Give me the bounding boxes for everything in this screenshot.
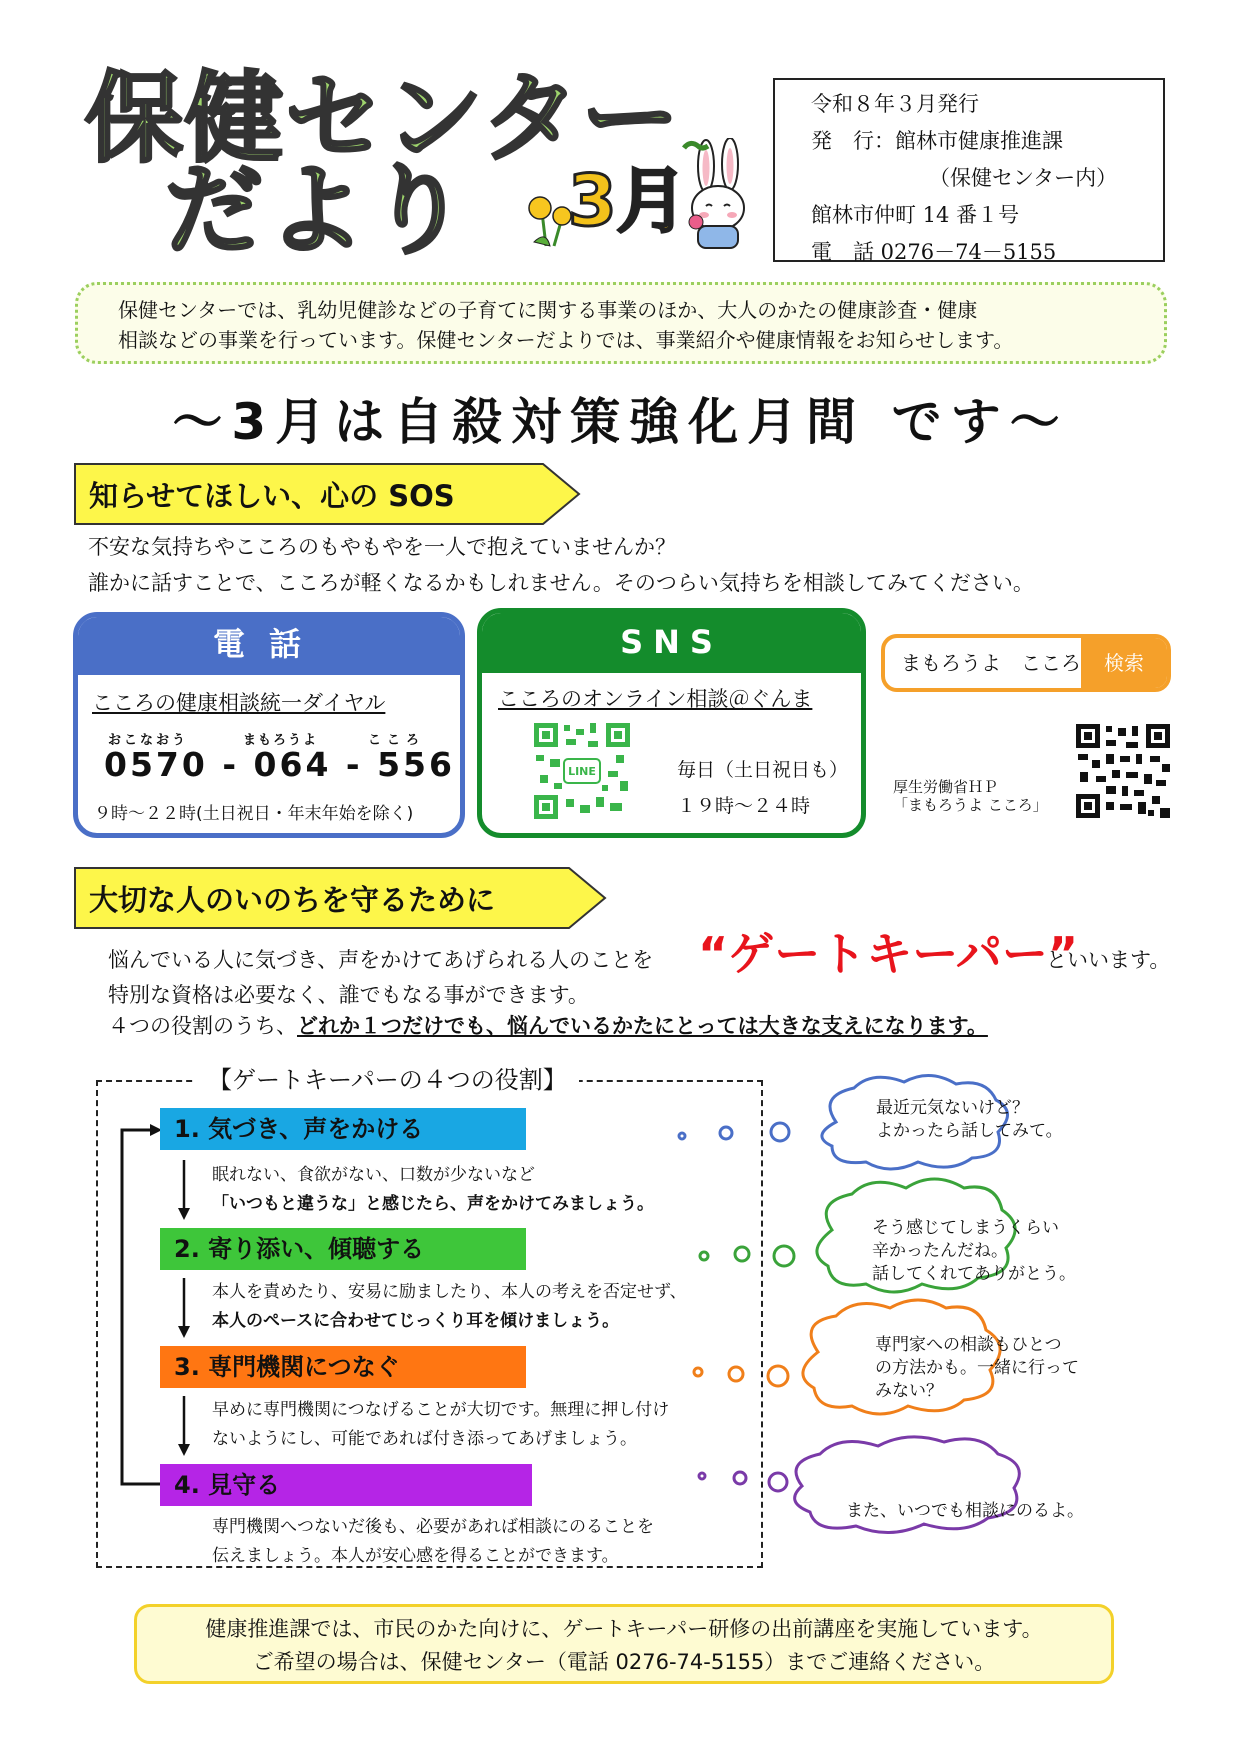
bubble-4-text [846,1500,1084,1523]
mhlw-qr-code-icon[interactable] [1076,724,1170,818]
address: 館林市仲町 14 番１号 [811,203,1020,227]
issue-info-box [773,78,1165,262]
sns-card-days: 毎日（土日祝日も） [677,759,849,781]
mhlw-line1: 厚生労働省ＨＰ [893,778,999,796]
sns-consultation-card [477,608,866,838]
down-arrow-icon [176,1396,192,1456]
intro-box [75,282,1167,364]
section2-line1-post: といいます。 [1046,948,1171,972]
bubble-1-line2: よかったら話してみて。 [876,1121,1063,1141]
line-qr-label: LINE [568,765,596,778]
phone-consultation-card [73,612,465,838]
bubble-1-text [876,1097,1063,1143]
intro-line1: 保健センターでは、乳幼児健診などの子育てに関する事業のほか、大人のかたの健康診査・健康 [118,298,978,322]
publisher-location: （保健センター内） [929,166,1118,190]
sns-card-header: SNS [482,613,861,673]
search-button[interactable]: 検索 [1081,638,1167,688]
role-2-text1: 本人を責めたり、安易に励ましたり、本人の考えを否定せず、 [212,1282,687,1302]
section1-title: 知らせてほしい、心の SOS [89,478,455,513]
masthead-title-line2: だより [165,154,472,268]
footer-line2: ご希望の場合は、保健センター（電話 0276-74-5155）までご連絡ください。 [252,1650,996,1674]
role-3-text2: ないようにし、可能であれば付き添ってあげましょう。 [212,1429,637,1449]
publisher: 発 行：館林市健康推進課 [811,129,1063,153]
role-3-text1: 早めに専門機関につなげることが大切です。無理に押し付け [212,1400,670,1420]
masthead-title-line1: 保健センター [85,62,682,176]
bubble-4-line1: また、いつでも相談にのるよ。 [846,1501,1084,1521]
intro-line2: 相談などの事業を行っています。保健センターだよりでは、事業紹介や健康情報をお知らせします。 [118,328,1014,352]
search-query[interactable]: まもろうよ こころ [901,651,1081,675]
bubble-2-line1: そう感じてしまうくらい [872,1218,1059,1238]
bubble-3-text [875,1334,1079,1403]
ruby-okonaou: おこなおう [108,733,189,748]
ruby-kokoro: こころ [368,733,426,748]
bubble-3-line1: 専門家への相談もひとつ [875,1335,1062,1355]
down-arrow-icon [176,1278,192,1338]
section2-title: 大切な人のいのちを守るために [89,882,496,917]
section1-line2: 誰かに話すことで、こころが軽くなるかもしれません。そのつらい気持ちを相談してみてください。 [88,571,1034,595]
role-4-label: 4. 見守る [160,1464,532,1506]
phone-card-hours: ９時～２２時(土日祝日・年末年始を除く) [94,804,414,824]
mhlw-label [893,778,1048,814]
gatekeeper-keyword: “ゲートキーパー” [698,927,1079,981]
sns-card-subtitle: こころのオンライン相談＠ぐんま [498,687,813,711]
footer-box [134,1604,1114,1684]
issue-date: 令和８年３月発行 [811,92,979,116]
role-2-text2: 本人のペースに合わせてじっくり耳を傾けましょう。 [212,1311,620,1331]
footer-line1: 健康推進課では、市民のかた向けに、ゲートキーパー研修の出前講座を実施しています。 [205,1617,1043,1641]
bubble-3-line2: の方法かも。一緒に行って [875,1358,1079,1378]
mhlw-line2: 「まもろうよ こころ」 [893,796,1048,814]
section2-line1-pre: 悩んでいる人に気づき、声をかけてあげられる人のことを [108,948,654,972]
role-3-label: 3. 専門機関につなぐ [160,1346,526,1388]
rabbit-mascot-icon [680,138,760,250]
role-4-text1: 専門機関へつないだ後も、必要があれば相談にのることを [212,1517,654,1537]
section2-line3-emphasis: どれか１つだけでも、悩んでいるかたにとっては大きな支えになります。 [297,1014,988,1038]
dandelion-icon [524,192,574,248]
phone-card-subtitle: こころの健康相談統一ダイヤル [92,691,386,715]
role-1-text1: 眠れない、食欲がない、口数が少ないなど [212,1165,535,1185]
headline: ～3月は自殺対策強化月間 です～ [172,393,1069,451]
phone-number: 電 話 0276－74－5155 [811,240,1057,264]
phone-card-header: 電話 [78,617,460,675]
section2-line2: 特別な資格は必要なく、誰でもなる事ができます。 [108,983,589,1007]
bubble-3-line3: みない？ [875,1381,943,1401]
bubble-2-line2: 辛かったんだね。 [872,1241,1008,1261]
role-4-text2: 伝えましょう。本人が安心感を得ることができます。 [212,1546,619,1566]
role-1-label: 1. 気づき、声をかける [160,1108,526,1150]
masthead-month: 3月 [568,160,687,242]
search-box[interactable] [881,634,1171,692]
section1-line1: 不安な気持ちやこころのもやもやを一人で抱えていませんか？ [88,535,676,559]
bubble-2-text [872,1217,1076,1286]
sns-card-hours: １９時～２４時 [677,795,811,817]
bubble-2-line3: 話してくれてありがとう。 [872,1264,1076,1284]
loop-arrow-icon [116,1118,166,1498]
section2-line3-pre: ４つの役割のうち、 [108,1014,297,1038]
section2-line3 [108,1009,988,1044]
bubble-1-line1: 最近元気ないけど？ [876,1098,1029,1118]
phone-card-number[interactable]: 0570 - 064 - 556 [104,745,455,784]
role-1-text2: 「いつもと違うな」と感じたら、声をかけてみましょう。 [212,1194,654,1214]
ruby-mamorouyo: まもろうよ [243,733,319,748]
down-arrow-icon [176,1160,192,1220]
roles-title: 【ゲートキーパーの４つの役割】 [196,1060,579,1095]
role-2-label: 2. 寄り添い、傾聴する [160,1228,526,1270]
